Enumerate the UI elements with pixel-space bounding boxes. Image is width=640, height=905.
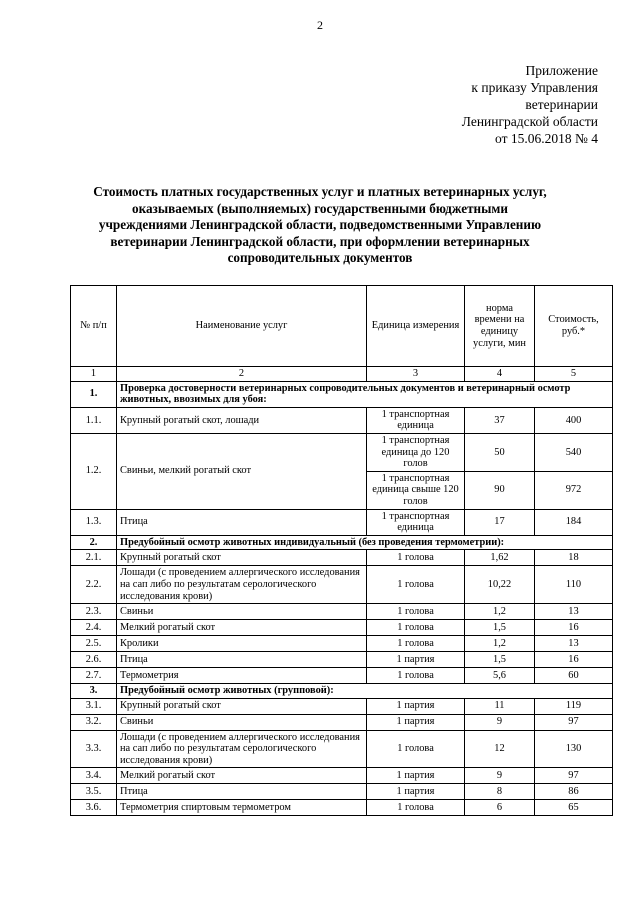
table-row (71, 768, 613, 784)
appendix-line: Приложение (525, 63, 598, 78)
row-cost: 97 (535, 714, 613, 730)
row-unit: 1 голова (367, 550, 465, 566)
row-unit: 1 голова (367, 636, 465, 652)
header-unit: Единица измерения (367, 286, 465, 367)
row-name: Мелкий рогатый скот (117, 620, 367, 636)
row-unit: 1 транспортная единица (367, 407, 465, 433)
row-norm: 17 (465, 509, 535, 535)
fees-table (70, 285, 613, 816)
section-num: 3. (71, 684, 117, 699)
column-index: 1 (71, 367, 117, 382)
row-norm: 1,2 (465, 604, 535, 620)
row-cost: 13 (535, 604, 613, 620)
section-num: 2. (71, 535, 117, 550)
table-row (71, 550, 613, 566)
row-num: 3.4. (71, 768, 117, 784)
row-num: 2.5. (71, 636, 117, 652)
section-title: Проверка достоверности ветеринарных сопроводительных документов и ветеринарный осмотр животных, ввозимых для убоя: (117, 381, 613, 407)
row-norm: 11 (465, 698, 535, 714)
row-num: 2.3. (71, 604, 117, 620)
row-unit: 1 транспортная единица (367, 509, 465, 535)
appendix-line: от 15.06.2018 № 4 (495, 131, 598, 146)
row-norm: 1,5 (465, 620, 535, 636)
row-num: 1.1. (71, 407, 117, 433)
section-row (71, 684, 613, 699)
row-unit: 1 голова (367, 620, 465, 636)
row-name: Птица (117, 509, 367, 535)
row-num: 2.1. (71, 550, 117, 566)
row-unit: 1 голова (367, 730, 465, 768)
header-name: Наименование услуг (117, 286, 367, 367)
row-cost: 540 (535, 433, 613, 471)
row-num: 3.3. (71, 730, 117, 768)
row-name: Лошади (с проведением аллергического исследования на сап либо по результатам серологического исследования крови) (117, 566, 367, 604)
row-name: Мелкий рогатый скот (117, 768, 367, 784)
row-unit: 1 партия (367, 768, 465, 784)
table-row (71, 636, 613, 652)
row-name: Свиньи, мелкий рогатый скот (117, 433, 367, 509)
row-norm: 9 (465, 768, 535, 784)
row-norm: 37 (465, 407, 535, 433)
table-row (71, 784, 613, 800)
row-num: 3.2. (71, 714, 117, 730)
row-cost: 184 (535, 509, 613, 535)
row-name: Птица (117, 652, 367, 668)
row-unit: 1 партия (367, 652, 465, 668)
row-name: Крупный рогатый скот (117, 698, 367, 714)
row-name: Птица (117, 784, 367, 800)
section-row (71, 535, 613, 550)
row-norm: 50 (465, 433, 535, 471)
page-number: 2 (317, 18, 323, 32)
row-norm: 6 (465, 800, 535, 816)
column-index-row (71, 367, 613, 382)
table-row (71, 433, 613, 471)
row-unit: 1 партия (367, 698, 465, 714)
row-norm: 5,6 (465, 668, 535, 684)
row-num: 3.5. (71, 784, 117, 800)
row-name: Лошади (с проведением аллергического исследования на сап либо по результатам серологического исследования крови) (117, 730, 367, 768)
row-name: Термометрия спиртовым термометром (117, 800, 367, 816)
row-num: 1.3. (71, 509, 117, 535)
header-norm: норма времени на единицу услуги, мин (465, 286, 535, 367)
column-index: 3 (367, 367, 465, 382)
row-norm: 10,22 (465, 566, 535, 604)
row-num: 2.4. (71, 620, 117, 636)
table-row (71, 566, 613, 604)
row-cost: 13 (535, 636, 613, 652)
section-title: Предубойный осмотр животных (групповой): (117, 684, 613, 699)
row-num: 2.2. (71, 566, 117, 604)
table-row (71, 800, 613, 816)
row-norm: 90 (465, 471, 535, 509)
row-cost: 65 (535, 800, 613, 816)
row-name: Термометрия (117, 668, 367, 684)
table-row (71, 652, 613, 668)
header-cost: Стоимость, руб.* (535, 286, 613, 367)
row-name: Крупный рогатый скот, лошади (117, 407, 367, 433)
row-name: Свиньи (117, 604, 367, 620)
document-title: Стоимость платных государственных услуг и платных ветеринарных услуг, оказываемых (выполняемых) государственными бюджетными учреждениями Ленинградской области, подведомственными Управлению ветеринарии Ленинградской области, при оформлении ветеринарных сопроводительных документов (93, 184, 547, 266)
row-unit: 1 голова (367, 800, 465, 816)
row-cost: 16 (535, 620, 613, 636)
row-cost: 97 (535, 768, 613, 784)
row-cost: 400 (535, 407, 613, 433)
row-cost: 119 (535, 698, 613, 714)
row-unit: 1 голова (367, 668, 465, 684)
table-row (71, 730, 613, 768)
table-row (71, 668, 613, 684)
row-num: 2.7. (71, 668, 117, 684)
section-title: Предубойный осмотр животных индивидуальный (без проведения термометрии): (117, 535, 613, 550)
row-unit: 1 транспортная единица до 120 голов (367, 433, 465, 471)
row-unit: 1 партия (367, 714, 465, 730)
row-norm: 8 (465, 784, 535, 800)
row-cost: 86 (535, 784, 613, 800)
row-num: 2.6. (71, 652, 117, 668)
table-row (71, 698, 613, 714)
row-norm: 9 (465, 714, 535, 730)
column-index: 2 (117, 367, 367, 382)
row-norm: 1,2 (465, 636, 535, 652)
table-row (71, 620, 613, 636)
row-name: Свиньи (117, 714, 367, 730)
row-unit: 1 партия (367, 784, 465, 800)
table-row (71, 714, 613, 730)
appendix-block (462, 62, 598, 147)
appendix-line: ветеринарии (525, 97, 598, 112)
table-row (71, 604, 613, 620)
section-num: 1. (71, 381, 117, 407)
row-cost: 16 (535, 652, 613, 668)
header-num: № п/п (71, 286, 117, 367)
table-row (71, 407, 613, 433)
row-unit: 1 голова (367, 604, 465, 620)
row-norm: 12 (465, 730, 535, 768)
row-cost: 110 (535, 566, 613, 604)
row-cost: 130 (535, 730, 613, 768)
row-unit: 1 транспортная единица свыше 120 голов (367, 471, 465, 509)
row-cost: 18 (535, 550, 613, 566)
appendix-line: к приказу Управления (471, 80, 598, 95)
section-row (71, 381, 613, 407)
column-index: 4 (465, 367, 535, 382)
appendix-line: Ленинградской области (461, 114, 598, 129)
row-cost: 60 (535, 668, 613, 684)
row-num: 3.1. (71, 698, 117, 714)
row-num: 1.2. (71, 433, 117, 509)
table-header-row (71, 286, 613, 367)
row-norm: 1,62 (465, 550, 535, 566)
table-row (71, 509, 613, 535)
row-name: Крупный рогатый скот (117, 550, 367, 566)
row-norm: 1,5 (465, 652, 535, 668)
column-index: 5 (535, 367, 613, 382)
row-unit: 1 голова (367, 566, 465, 604)
row-cost: 972 (535, 471, 613, 509)
row-name: Кролики (117, 636, 367, 652)
row-num: 3.6. (71, 800, 117, 816)
